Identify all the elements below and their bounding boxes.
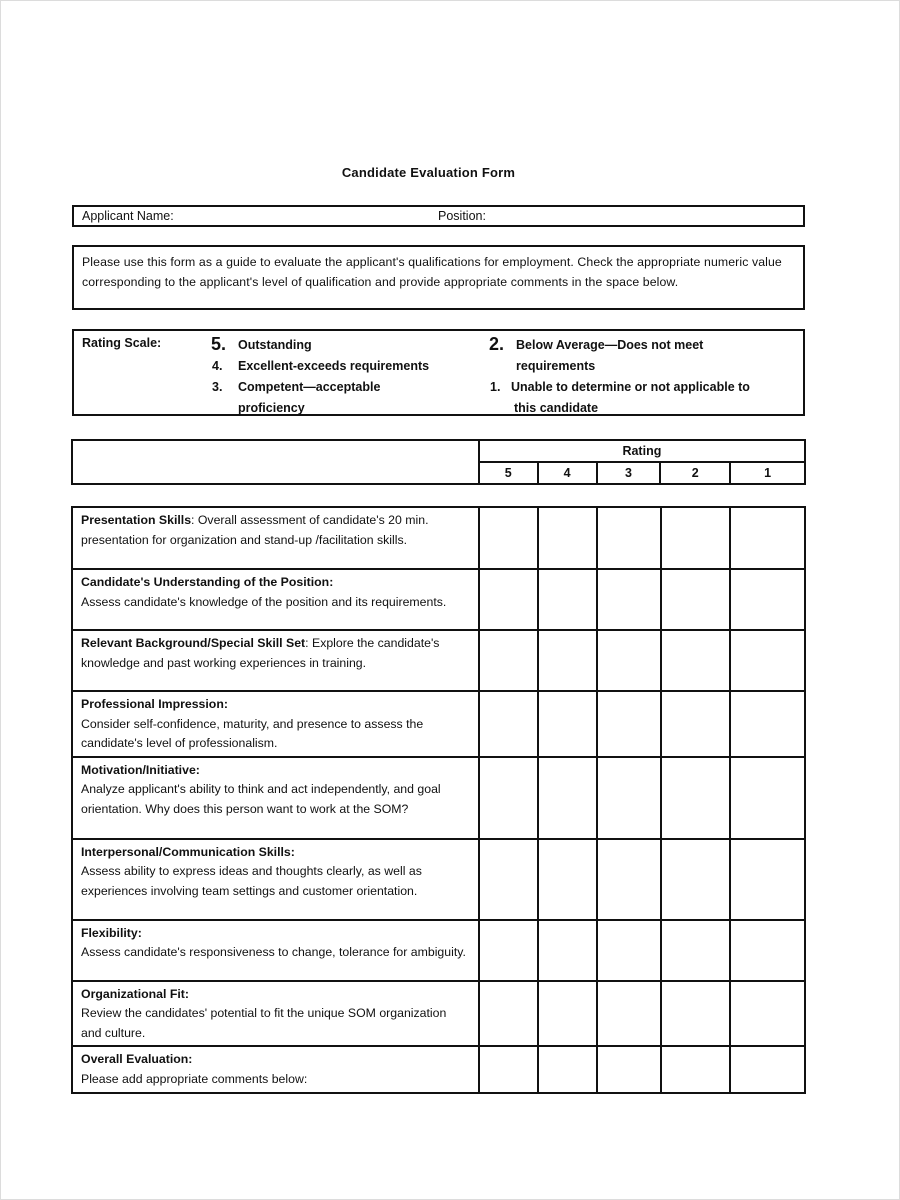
rating-checkbox-cell-1[interactable] <box>730 507 805 569</box>
scale-item-2: 2. Below Average—Does not meet <box>489 334 704 354</box>
scale-item-1-continued: this candidate <box>514 401 599 415</box>
rating-checkbox-cell-1[interactable] <box>730 630 805 691</box>
rating-scale-box <box>72 329 805 416</box>
criterion-title: Overall Evaluation: <box>81 1052 193 1066</box>
rating-checkbox-cell-2[interactable] <box>661 569 731 630</box>
criterion-description: Assess ability to express ideas and thoughts clearly, as well as experiences involving team settings and customer orientation. <box>81 864 422 898</box>
criterion-title: Presentation Skills <box>81 513 192 527</box>
rating-checkbox-cell-2[interactable] <box>661 920 731 981</box>
rating-checkbox-cell-5[interactable] <box>479 569 538 630</box>
rating-checkbox-cell-5[interactable] <box>479 757 538 839</box>
position-label: Position: <box>438 209 486 223</box>
criterion-description: Assess candidate's responsiveness to change, tolerance for ambiguity. <box>81 945 466 959</box>
criterion-row <box>72 1046 805 1093</box>
rating-checkbox-cell-5[interactable] <box>479 981 538 1047</box>
rating-checkbox-cell-5[interactable] <box>479 691 538 757</box>
rating-checkbox-cell-2[interactable] <box>661 691 731 757</box>
rating-checkbox-cell-5[interactable] <box>479 1046 538 1093</box>
scale-item-1: 1. Unable to determine or not applicable to <box>490 380 750 394</box>
criterion-row <box>72 981 805 1047</box>
rating-header-table <box>71 439 806 485</box>
rating-checkbox-cell-4[interactable] <box>538 757 597 839</box>
criterion-row <box>72 507 805 569</box>
rating-checkbox-cell-2[interactable] <box>661 757 731 839</box>
criterion-title: Relevant Background/Special Skill Set <box>81 636 306 650</box>
criterion-row <box>72 569 805 630</box>
criterion-row <box>72 630 805 691</box>
form-title: Candidate Evaluation Form <box>341 165 516 180</box>
rating-checkbox-cell-4[interactable] <box>538 569 597 630</box>
applicant-info-box <box>72 205 805 227</box>
rating-checkbox-cell-2[interactable] <box>661 630 731 691</box>
criterion-cell <box>72 1046 479 1093</box>
rating-checkbox-cell-3[interactable] <box>597 691 661 757</box>
criterion-cell <box>72 630 479 691</box>
rating-checkbox-cell-4[interactable] <box>538 1046 597 1093</box>
rating-header-label: Rating <box>479 440 805 462</box>
criterion-title: Organizational Fit: <box>81 986 189 1001</box>
criterion-row <box>72 691 805 757</box>
rating-checkbox-cell-3[interactable] <box>597 981 661 1047</box>
scale-item-2-continued: requirements <box>516 359 596 373</box>
rating-checkbox-cell-3[interactable] <box>597 1046 661 1093</box>
rating-col-4: 4 <box>538 462 597 484</box>
criterion-description: Analyze applicant's ability to think and act independently, and goal orientation. Why does this person want to work at the SOM? <box>81 782 441 816</box>
criterion-description: Explore the candidate's knowledge and past working experiences in training. <box>81 636 440 670</box>
instructions-box <box>72 245 805 310</box>
rating-checkbox-cell-1[interactable] <box>730 981 805 1047</box>
criterion-title: Motivation/Initiative: <box>81 762 200 777</box>
rating-checkbox-cell-2[interactable] <box>661 839 731 920</box>
criterion-cell <box>72 757 479 839</box>
scale-item-5: 5. Outstanding <box>211 334 312 354</box>
criterion-description: Overall assessment of candidate's 20 min. presentation for organization and stand-up /facilitation skills. <box>81 513 429 547</box>
rating-checkbox-cell-3[interactable] <box>597 569 661 630</box>
criterion-title: Candidate's Understanding of the Position: <box>81 575 334 589</box>
criterion-row <box>72 757 805 839</box>
criterion-title: Interpersonal/Communication Skills: <box>81 844 295 859</box>
criterion-row <box>72 839 805 920</box>
rating-checkbox-cell-4[interactable] <box>538 507 597 569</box>
criterion-cell <box>72 507 479 569</box>
rating-checkbox-cell-2[interactable] <box>661 981 731 1047</box>
rating-checkbox-cell-3[interactable] <box>597 630 661 691</box>
criterion-title: Flexibility: <box>81 925 142 940</box>
rating-checkbox-cell-4[interactable] <box>538 981 597 1047</box>
criterion-description: Assess candidate's knowledge of the position and its requirements. <box>81 594 447 609</box>
rating-checkbox-cell-5[interactable] <box>479 839 538 920</box>
criterion-description: Please add appropriate comments below: <box>81 1071 308 1086</box>
rating-checkbox-cell-2[interactable] <box>661 507 731 569</box>
evaluation-table <box>71 506 806 1094</box>
criterion-description: Review the candidates' potential to fit the unique SOM organization and culture. <box>81 1006 447 1040</box>
rating-checkbox-cell-1[interactable] <box>730 1046 805 1093</box>
rating-col-5: 5 <box>479 462 538 484</box>
rating-checkbox-cell-4[interactable] <box>538 839 597 920</box>
rating-checkbox-cell-5[interactable] <box>479 507 538 569</box>
criterion-row <box>72 920 805 981</box>
rating-checkbox-cell-4[interactable] <box>538 630 597 691</box>
scale-item-3: 3. Competent—acceptable <box>212 380 381 394</box>
rating-checkbox-cell-3[interactable] <box>597 507 661 569</box>
criterion-cell <box>72 920 479 981</box>
criterion-cell <box>72 839 479 920</box>
rating-scale-label: Rating Scale: <box>82 336 162 350</box>
rating-checkbox-cell-3[interactable] <box>597 920 661 981</box>
header-blank-cell <box>72 440 479 484</box>
rating-checkbox-cell-1[interactable] <box>730 691 805 757</box>
rating-checkbox-cell-3[interactable] <box>597 839 661 920</box>
rating-checkbox-cell-5[interactable] <box>479 630 538 691</box>
rating-checkbox-cell-1[interactable] <box>730 757 805 839</box>
rating-checkbox-cell-4[interactable] <box>538 920 597 981</box>
criterion-separator: : <box>305 636 309 650</box>
instructions-text: Please use this form as a guide to evaluate the applicant's qualifications for employment. Check the appropriate numeric value corresponding to the applicant's level of qualification and provide appropriate comments in the space below. <box>82 255 782 289</box>
scale-item-4: 4. Excellent-exceeds requirements <box>212 359 430 373</box>
rating-checkbox-cell-1[interactable] <box>730 569 805 630</box>
criterion-cell <box>72 691 479 757</box>
criterion-separator: : <box>191 513 195 527</box>
rating-checkbox-cell-1[interactable] <box>730 920 805 981</box>
criterion-description: Consider self-confidence, maturity, and presence to assess the candidate's level of professionalism. <box>81 716 424 750</box>
rating-col-2: 2 <box>660 462 730 484</box>
rating-checkbox-cell-3[interactable] <box>597 757 661 839</box>
criterion-cell <box>72 981 479 1047</box>
rating-col-3: 3 <box>597 462 661 484</box>
rating-checkbox-cell-4[interactable] <box>538 691 597 757</box>
scale-item-3-continued: proficiency <box>238 401 305 415</box>
rating-checkbox-cell-2[interactable] <box>661 1046 731 1093</box>
rating-col-1: 1 <box>730 462 805 484</box>
rating-checkbox-cell-1[interactable] <box>730 839 805 920</box>
rating-checkbox-cell-5[interactable] <box>479 920 538 981</box>
applicant-name-label: Applicant Name: <box>82 209 174 223</box>
criterion-title: Professional Impression: <box>81 697 228 711</box>
criterion-cell <box>72 569 479 630</box>
